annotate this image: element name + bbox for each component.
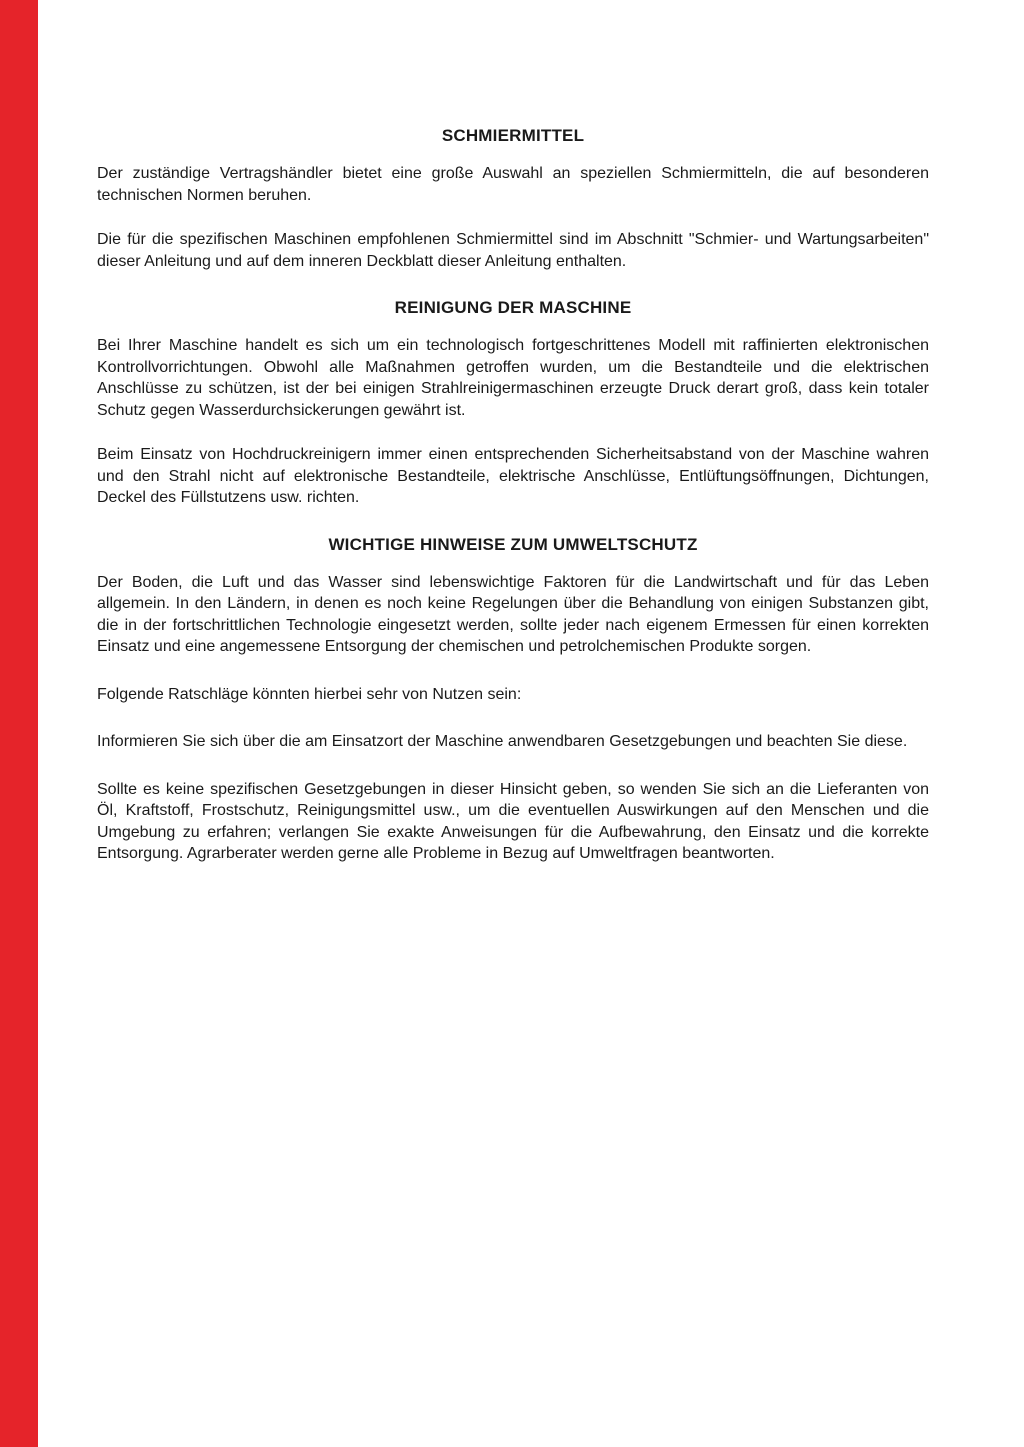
paragraph: Beim Einsatz von Hochdruckreinigern immer einen entsprechenden Sicherheitsabstand von der Maschine wahren und den Strahl nicht auf elektronische Bestandteile, elektrische Anschlüsse, Entlüftungsöffnungen, Dichtungen, Deckel des Füllstutzens usw. richten.: [97, 446, 929, 506]
paragraph: Der Boden, die Luft und das Wasser sind lebenswichtige Faktoren für die Landwirtschaft und für das Leben allgemein. In den Ländern, in denen es noch keine Regelungen über die Behandlung von einigen Substanzen gibt, die in der fortschrittlichen Technologie eingesetzt werden, sollte jeder nach eigenem Ermessen für einen korrekten Einsatz und eine angemessene Entsorgung der chemischen und petrolchemischen Produkte sorgen.: [97, 573, 929, 655]
page-edge-red-bar: [0, 0, 38, 1447]
heading-umweltschutz: WICHTIGE HINWEISE ZUM UMWELTSCHUTZ: [328, 534, 698, 554]
paragraph: Folgende Ratschläge könnten hierbei sehr von Nutzen sein:: [97, 685, 522, 703]
page-content: [97, 126, 929, 888]
paragraph: Informieren Sie sich über die am Einsatzort der Maschine anwendbaren Gesetzgebungen und beachten Sie diese.: [97, 733, 908, 750]
paragraph: Der zuständige Vertragshändler bietet eine große Auswahl an speziellen Schmiermitteln, die auf besonderen technischen Normen beruhen.: [97, 165, 929, 204]
heading-schmiermittel: SCHMIERMITTEL: [441, 126, 585, 145]
section-umweltschutz: [97, 535, 929, 865]
heading-reinigung-der-maschine: REINIGUNG DER MASCHINE: [394, 298, 632, 317]
section-schmiermittel: [97, 126, 929, 272]
section-reinigung-der-maschine: [97, 298, 929, 509]
paragraph: Bei Ihrer Maschine handelt es sich um ein technologisch fortgeschrittenes Modell mit raffinierten elektronischen Kontrollvorrichtungen. Obwohl alle Maßnahmen getroffen wurden, um die Bestandteile und die elektrischen Anschlüsse zu schützen, ist der bei einigen Strahlreinigermaschinen erzeugte Druck derart groß, dass kein totaler Schutz gegen Wasserdurchsickerungen gewährt ist.: [97, 337, 929, 419]
paragraph: Die für die spezifischen Maschinen empfohlenen Schmiermittel sind im Abschnitt "Schmier- und Wartungsarbeiten" dieser Anleitung und auf dem inneren Deckblatt dieser Anleitung enthalten.: [97, 231, 929, 270]
paragraph: Sollte es keine spezifischen Gesetzgebungen in dieser Hinsicht geben, so wenden Sie sich an die Lieferanten von Öl, Kraftstoff, Frostschutz, Reinigungsmittel usw., um die eventuellen Auswirkungen auf den Menschen und die Umgebung zu erfahren; verlangen Sie exakte Anweisungen für die Aufbewahrung, den Einsatz und die korrekte Entsorgung. Agrarberater werden gerne alle Probleme in Bezug auf Umweltfragen beantworten.: [97, 780, 929, 862]
